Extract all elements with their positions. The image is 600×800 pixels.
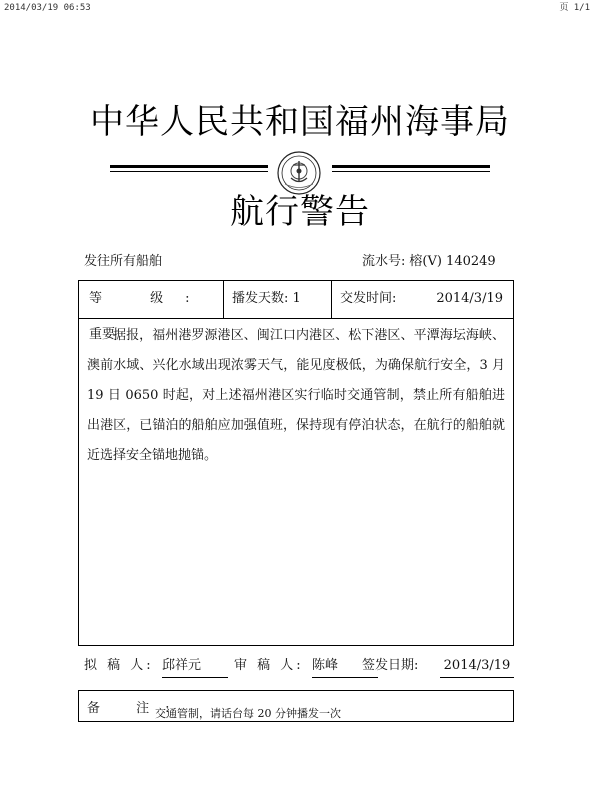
broadcast-days-value: 1 bbox=[292, 291, 301, 306]
reviewer-label: 审 稿 人: bbox=[234, 658, 304, 673]
drafter-label: 拟 稿 人: bbox=[84, 658, 154, 673]
priority-level-value: 重要 bbox=[89, 327, 116, 342]
broadcast-days-label: 播发天数: bbox=[232, 291, 289, 306]
document-title: 航行警告 bbox=[230, 192, 370, 232]
broadcast-days-cell bbox=[223, 281, 331, 318]
issue-time-value: 2014/3/19 bbox=[436, 291, 503, 306]
serial-label: 流水号: bbox=[362, 254, 406, 269]
rule-thick-right bbox=[332, 165, 490, 168]
serial-value: 榕(V) 140249 bbox=[409, 254, 496, 269]
remarks-text: 交通管制，请话台每 20 分钟播发一次 bbox=[155, 707, 341, 720]
warning-content-box bbox=[78, 280, 514, 646]
reviewer-name: 陈峰 bbox=[312, 655, 378, 678]
remarks-box bbox=[78, 690, 514, 722]
serial-number bbox=[362, 253, 496, 271]
sign-date-label: 签发日期: bbox=[362, 658, 419, 673]
rule-thin-left bbox=[110, 171, 268, 172]
sign-date-value: 2014/3/19 bbox=[440, 655, 514, 678]
warning-body-text: 据报，福州港罗源港区、闽江口内港区、松下港区、平潭海坛海峡、澳前水域、兴化水域出现浓雾天气，能见度极低，为确保航行安全，3 月 19 日 0650 时起，对上述福州港区实行临时交通管制，禁止所有船舶进出港区，已锚泊的船舶应加强值班，保持现有停泊状态，在航行的船舶就近选择安全锚地抛锚。 bbox=[87, 328, 505, 463]
issue-time-cell bbox=[331, 281, 515, 318]
print-datetime: 2014/03/19 06:53 bbox=[4, 3, 91, 13]
print-page-number: 页 1/1 bbox=[559, 3, 590, 13]
rule-thin-right bbox=[332, 171, 490, 172]
priority-level-cell bbox=[89, 281, 223, 342]
organization-title: 中华人民共和国福州海事局 bbox=[90, 102, 510, 142]
priority-level-label: 等 级: bbox=[89, 291, 212, 306]
rule-thick-left bbox=[110, 165, 268, 168]
issue-time-label: 交发时间: bbox=[340, 291, 397, 306]
drafter-name: 邱祥元 bbox=[162, 655, 228, 678]
info-row bbox=[79, 281, 513, 342]
remarks-label: 备 注: bbox=[87, 701, 186, 716]
recipient: 发往所有船舶 bbox=[84, 254, 163, 269]
signature-row bbox=[84, 655, 514, 677]
